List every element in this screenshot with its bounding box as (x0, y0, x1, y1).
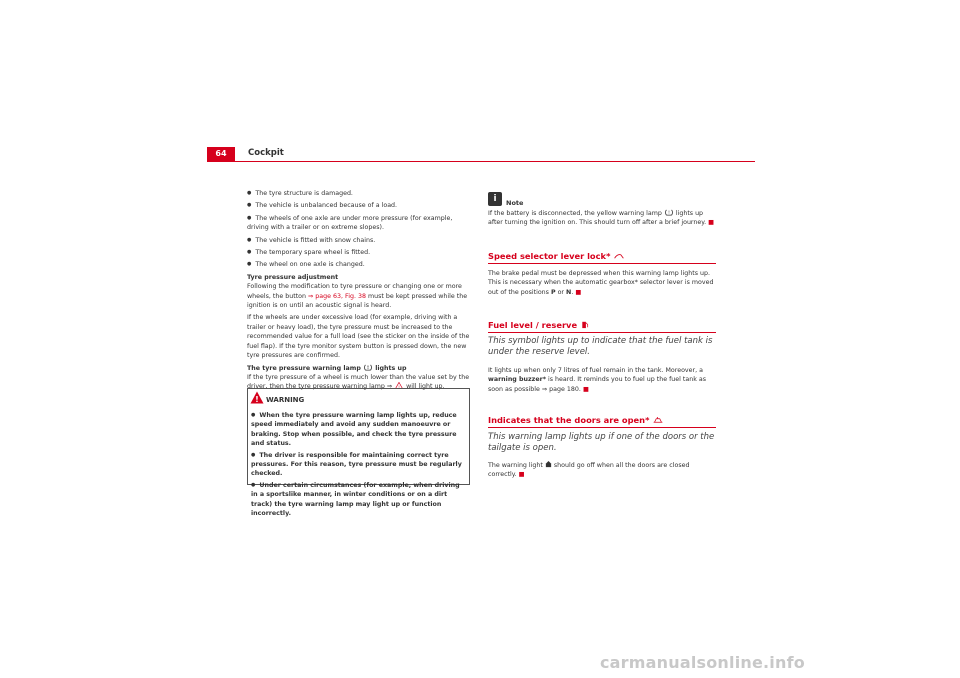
list-item: ● The temporary spare wheel is fitted. (247, 248, 471, 257)
list-item: ● The tyre structure is damaged. (247, 189, 471, 198)
warning-item: ● When the tyre pressure warning lamp lights up, reduce speed immediately and avoid any sudden manoeuvre or braking. Stop when possible, and check the tyre pressure and status. (251, 411, 466, 449)
tpa-paragraph-2: If the wheels are under excessive load (for example, driving with a trailer or heavy load), the tyre pressure must be increased to the recommended value for a full load (see the sticker on the inside of the fuel flap). If the tyre monitor system button is pressed down, the new tyre pressures are confirmed. (247, 314, 470, 360)
end-marker-icon: ■ (708, 219, 715, 227)
speed-text: The brake pedal must be depressed when this warning lamp lights up. This is necessary when the automatic gearbox* selector lever is moved out of the positions P or N. ■ (488, 270, 714, 296)
page-number: 64 (207, 147, 235, 161)
warning-triangle-icon (250, 391, 264, 404)
fuel-text: It lights up when only 7 litres of fuel remain in the tank. Moreover, a warning buzzer* is heard. It reminds you to fuel up the fuel tank as soon as possible ⇒ page 180. ■ (488, 367, 707, 393)
note-label: Note (506, 199, 524, 207)
svg-text:!: ! (667, 210, 670, 216)
svg-text:!: ! (367, 365, 370, 371)
lamp-heading: The tyre pressure warning lamp ! lights up (247, 364, 407, 372)
warning-title: WARNING (266, 396, 305, 404)
note-text: If the battery is disconnected, the yellow warning lamp ! lights up after turning the ignition on. This should turn off after a brief journey. ■ (488, 210, 715, 227)
end-marker-icon: ■ (575, 288, 582, 296)
page-link[interactable]: ⇒ page 63, Fig. 38 (308, 292, 366, 300)
list-item: ● The vehicle is fitted with snow chains. (247, 236, 471, 245)
tyre-pressure-icon (363, 364, 373, 371)
list-item: ● The wheels of one axle are under more pressure (for example, driving with a trailer or on extreme slopes). (247, 214, 471, 233)
svg-text:!: ! (255, 395, 259, 404)
header-rule (207, 161, 755, 162)
tyre-pressure-icon (664, 209, 674, 216)
doors-heading: Indicates that the doors are open* (488, 415, 716, 428)
fuel-pump-icon (580, 320, 590, 329)
brake-foot-icon (613, 253, 625, 260)
speed-heading: Speed selector lever lock* (488, 251, 716, 264)
end-marker-icon: ■ (518, 471, 525, 479)
left-column (247, 189, 471, 395)
list-item: ● The vehicle is unbalanced because of a load. (247, 201, 471, 210)
list-item: ● The wheel on one axle is changed. (247, 260, 471, 269)
note-icon: i (488, 192, 502, 206)
tpa-heading: Tyre pressure adjustment (247, 273, 339, 281)
warning-item: ● Under certain circumstances (for example, when driving in a sportslike manner, in winter conditions or on a dirt track) the tyre warning lamp may light up or function incorrectly. (251, 481, 466, 519)
end-marker-icon: ■ (582, 385, 589, 393)
doors-subtitle: This warning lamp lights up if one of the doors or the tailgate is open. (488, 432, 715, 453)
doors-text: The warning light should go off when all the doors are closed correctly. ■ (488, 462, 690, 479)
svg-text:!: ! (398, 384, 400, 390)
watermark: carmanualsonline.info (600, 653, 805, 672)
tpa-paragraph-1: Following the modification to tyre pressure or changing one or more wheels, the button ⇒ page 63, Fig. 38 must be kept pressed while the ignition is on until an acoustic signal is heard. (247, 283, 468, 310)
warning-item: ● The driver is responsible for maintaining correct tyre pressures. For this reason, tyre pressure must be regularly checked. (251, 451, 466, 479)
door-car-icon (545, 461, 552, 468)
open-door-car-icon (652, 417, 664, 424)
fuel-subtitle: This symbol lights up to indicate that the fuel tank is under the reserve level. (488, 336, 713, 357)
fuel-heading: Fuel level / reserve (488, 320, 716, 333)
lamp-paragraph: If the tyre pressure of a wheel is much lower than the value set by the driver, then the tyre pressure warning lamp ⇒ ! will light up. (247, 373, 470, 391)
section-title: Cockpit (248, 148, 284, 158)
